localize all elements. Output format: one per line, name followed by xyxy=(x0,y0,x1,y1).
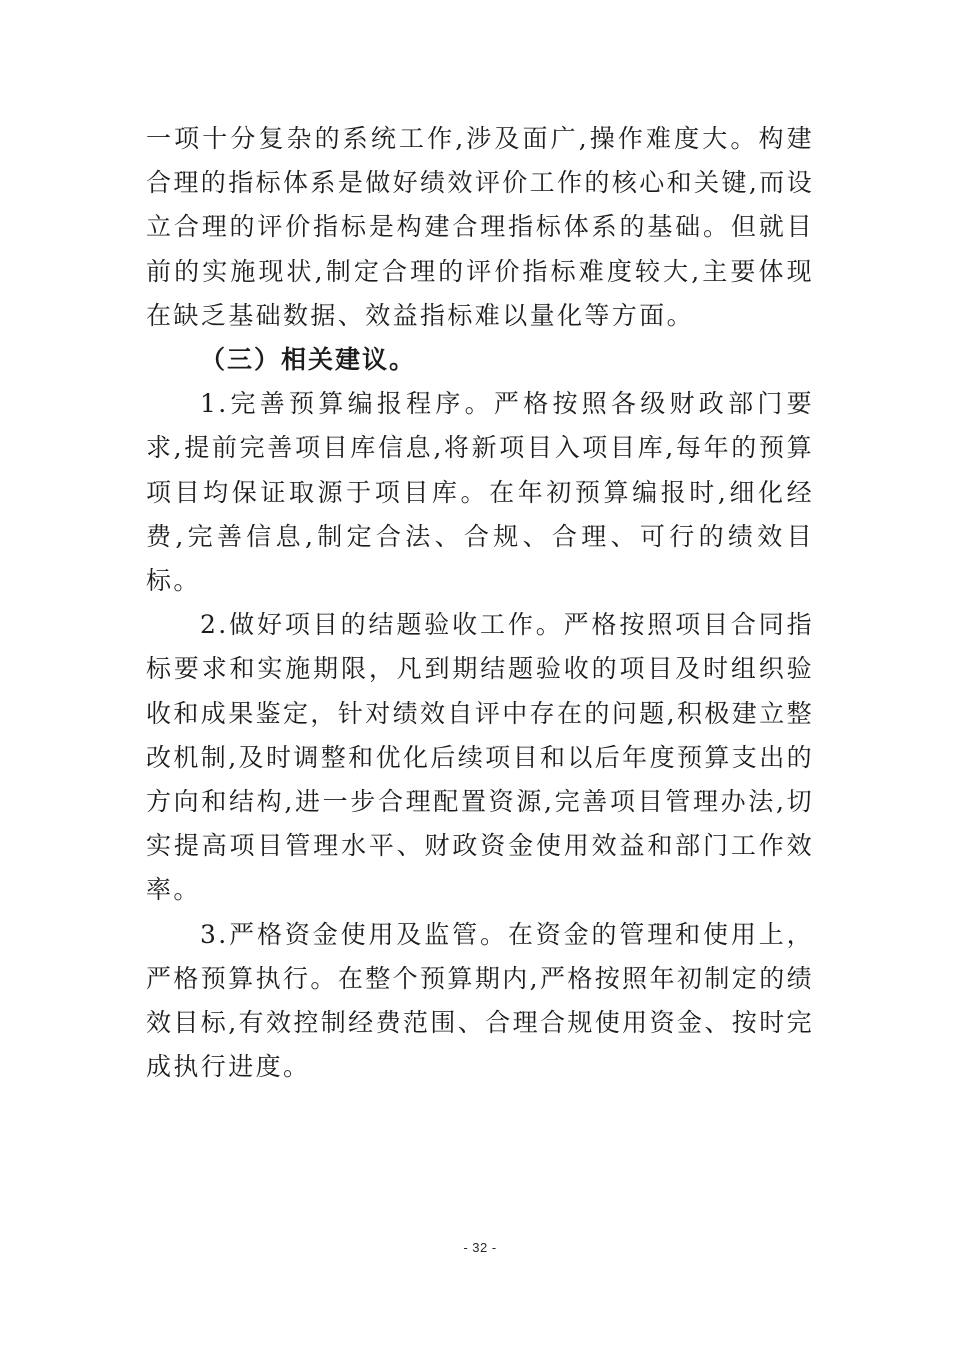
suggestion-paragraph-1: 1.完善预算编报程序。严格按照各级财政部门要求,提前完善项目库信息,将新项目入项目库,每年的预算项目均保证取源于项目库。在年初预算编报时,细化经费,完善信息,制定合法、合规、合理、可行的绩效目标。 xyxy=(146,389,814,596)
page-number: - 32 - xyxy=(463,1240,497,1255)
document-body xyxy=(146,117,814,1089)
suggestion-paragraph-2: 2.做好项目的结题验收工作。严格按照项目合同指标要求和实施期限，凡到期结题验收的项目及时组织验收和成果鉴定，针对绩效自评中存在的问题,积极建立整改机制,及时调整和优化后续项目和以后年度预算支出的方向和结构,进一步合理配置资源,完善项目管理办法,切实提高项目管理水平、财政资金使用效益和部门工作效率。 xyxy=(146,610,814,905)
continued-paragraph: 一项十分复杂的系统工作,涉及面广,操作难度大。构建合理的指标体系是做好绩效评价工作的核心和关键,而设立合理的评价指标是构建合理指标体系的基础。但就目前的实施现状,制定合理的评价指标难度较大,主要体现在缺乏基础数据、效益指标难以量化等方面。 xyxy=(146,124,814,330)
section-heading: （三）相关建议。 xyxy=(200,345,417,375)
suggestion-paragraph-3: 3.严格资金使用及监管。在资金的管理和使用上，严格预算执行。在整个预算期内,严格按照年初制定的绩效目标,有效控制经费范围、合理合规使用资金、按时完成执行进度。 xyxy=(146,919,814,1082)
